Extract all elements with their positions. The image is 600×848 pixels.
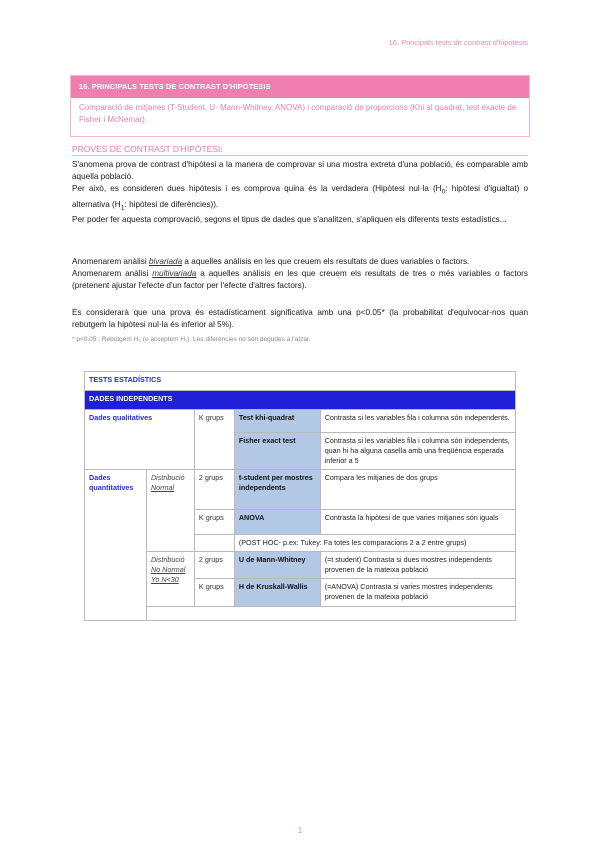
section-heading: PROVES DE CONTRAST D'HIPÒTESI: xyxy=(72,144,528,156)
page-subtitle: Comparació de mitjanes (T-Student, U- Mann-Whitney, ANOVA) i comparació de proporcions (Khi al quadrat, test exacte de Fisher i McNemar). xyxy=(79,103,517,124)
significance-note: * p<0.05 : Rebutgem H₀ (o acceptem H₁). Les diferències no són degudes a l'atzar. xyxy=(72,336,311,343)
non-normal-distribution-label: Distribució No Normal Yo N<30 xyxy=(146,552,194,607)
running-head: 16. Principals tests de contrast d'hipòtesis xyxy=(388,38,528,47)
page-number: 1 xyxy=(297,826,303,835)
intro-paragraph xyxy=(72,159,528,226)
test-description: (=t student) Contrasta si dues mostres independents provenen de la mateixa població xyxy=(320,552,515,579)
group-count: 2 grups xyxy=(194,552,234,579)
test-description: Compara les mitjanes de dos grups xyxy=(320,470,515,510)
table-row xyxy=(85,470,516,510)
test-description: (=ANOVA) Contrasta si varies mostres independents provenen de la mateixa població xyxy=(320,579,515,607)
group-count: K grups xyxy=(194,579,234,607)
normal-distribution-label: Distribució Normal xyxy=(146,470,194,552)
test-name: U de Mann-Whitney xyxy=(234,552,320,579)
post-hoc-note: (POST HOC- p.ex: Tukey: Fa totes les comparacions 2 a 2 entre grups) xyxy=(234,535,515,552)
title-box xyxy=(70,75,530,137)
hypotheses-text: Per això, es consideren dues hipòtesis i es comprova quina és la verdadera (Hipòtesi nul·la ($H_0$: hipòtesi d'igualtat) o alternativa ($H_1$: hipòtesi de diferències)). xyxy=(72,184,528,212)
test-name: Fisher exact test xyxy=(234,433,320,470)
tests-text: Per poder fer aquesta comprovació, segons el tipus de dades que s'analitzen, s'apliquen els diferents tests estadístics... xyxy=(72,215,507,225)
table-row xyxy=(85,552,516,579)
significance-paragraph: Es considerarà que una prova és estadísticament significativa amb una p<0.05* (la probabilitat d'equivocar-nos quan rebutgem la hipòtesi nul·la és inferior al 5%). xyxy=(72,308,528,329)
table-row xyxy=(85,410,516,433)
table-subheader: DADES INDEPENDENTS xyxy=(85,391,516,410)
qualitative-label: Dades qualitatives xyxy=(85,410,195,470)
table-title: TESTS ESTADÍSTICS xyxy=(85,372,516,391)
bivariate-text: Anomenarem anàlisi bivariada a aquelles anàlisis en les que creuem els resultats de dues variables o factors. xyxy=(72,257,470,266)
definition-text: S'anomena prova de contrast d'hipòtesi a la manera de comprovar si una mostra extreta d'una població, és comparable amb aquella població. xyxy=(72,160,528,181)
analysis-types-paragraph xyxy=(72,256,528,292)
statistical-tests-table xyxy=(84,371,516,621)
group-count: 2 grups xyxy=(194,470,234,510)
quantitative-label: Dades quantitatives xyxy=(85,470,147,621)
multivariate-text: Anomenarem anàlisi multivariada a aquelles anàlisis en les que creuem els resultats de tres o més variables o factors (pretenent ajustar l'efecte d'un factor per l'efecte d'altres factors). xyxy=(72,269,528,290)
test-name: t-student per mostres independents xyxy=(234,470,320,510)
test-name: H de Kruskall-Wallis xyxy=(234,579,320,607)
test-name: ANOVA xyxy=(234,510,320,535)
test-description: Contrasta la hipòtesi de que varies mitjanes són iguals xyxy=(320,510,515,535)
test-description: Contrasta si les variables fila i columna són independents, quan hi ha alguna casella amb una freqüència esperada inferior a 5 xyxy=(320,433,515,470)
page-title: 16. PRINCIPALS TESTS DE CONTRAST D'HIPÒTESIS xyxy=(71,76,529,98)
test-name: Test khi-quadrat xyxy=(234,410,320,433)
test-description: Contrasta si les variables fila i columna són independents. xyxy=(320,410,515,433)
group-count: K grups xyxy=(194,510,234,535)
group-count: K grups xyxy=(194,410,234,470)
